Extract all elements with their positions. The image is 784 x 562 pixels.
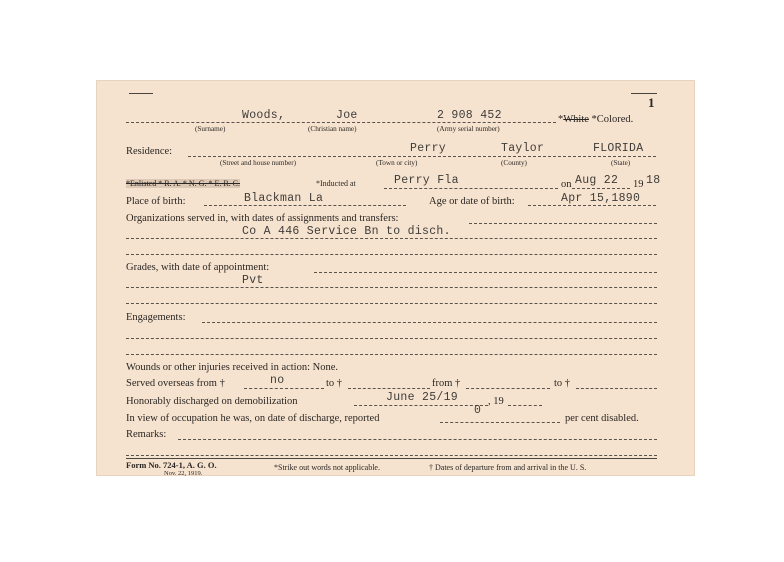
disability-line (440, 422, 560, 423)
caption-serial: (Army serial number) (437, 125, 500, 133)
birth-date-label: Age or date of birth: (429, 196, 515, 207)
discharge-line (354, 405, 488, 406)
footer-note-strike: *Strike out words not applicable. (274, 463, 380, 472)
birth-place-line (204, 205, 406, 206)
overseas-from2-label: from † (432, 378, 461, 389)
top-right-rule (631, 93, 657, 94)
inducted-date: Aug 22 (575, 174, 619, 187)
caption-state: (State) (611, 159, 631, 167)
race-separator: * (588, 114, 597, 125)
residence-state: FLORIDA (593, 142, 644, 155)
footer-note-dates: † Dates of departure from and arrival in the U. S. (429, 463, 587, 472)
disability-value: 0 (474, 404, 482, 417)
discharge-date: June 25/19 (386, 391, 459, 404)
inducted-place-line (384, 188, 558, 189)
engagements-label: Engagements: (126, 312, 186, 323)
disability-label: In view of occupation he was, on date of discharge, reported (126, 413, 380, 424)
inducted-year: 18 (646, 174, 661, 187)
engagements-line-2 (126, 338, 657, 339)
overseas-from2-line (466, 388, 550, 389)
residence-town: Perry (410, 142, 447, 155)
overseas-to2-line (576, 388, 657, 389)
race-asterisk: * (558, 114, 564, 125)
inducted-year-prefix: 19 (633, 179, 644, 190)
birth-place-label: Place of birth: (126, 196, 186, 207)
residence-label: Residence: (126, 146, 173, 157)
overseas-to-label: to † (326, 378, 343, 389)
remarks-line-2 (126, 455, 657, 456)
birth-date-line (528, 205, 656, 206)
overseas-to2-label: to † (554, 378, 571, 389)
organizations-value: Co A 446 Service Bn to disch. (242, 225, 451, 238)
service-record-card (96, 80, 695, 476)
discharge-year-line (508, 405, 542, 406)
disability-suffix: per cent disabled. (565, 413, 639, 424)
wounds-label: Wounds or other injuries received in action: None. (126, 362, 339, 373)
residence-line (188, 156, 656, 157)
footer-form-date: Nov. 22, 1919. (164, 470, 203, 477)
inducted-date-line (572, 188, 630, 189)
engagements-line-1 (202, 322, 657, 323)
engagements-line-3 (126, 354, 657, 355)
race-white-struck: White (563, 114, 589, 125)
caption-town: (Town or city) (376, 159, 418, 167)
overseas-label: Served overseas from † (126, 378, 225, 389)
caption-street: (Street and house number) (220, 159, 297, 167)
discharge-year-suffix: , 19 (488, 396, 504, 407)
grades-label: Grades, with date of appointment: (126, 262, 270, 273)
birth-place: Blackman La (244, 192, 324, 205)
name-line (126, 122, 556, 123)
top-left-rule (129, 93, 153, 94)
caption-christian-name: (Christian name) (308, 125, 357, 133)
inducted-label: *Inducted at (316, 179, 356, 188)
overseas-to-line (348, 388, 430, 389)
enlisted-struck: *Enlisted * R. A. * N. G. * E. R. C. (126, 179, 241, 188)
grades-line-3 (126, 303, 657, 304)
footer-rule (126, 458, 657, 459)
birth-date: Apr 15,1890 (561, 192, 641, 205)
grades-line-1 (314, 272, 657, 273)
race-colored: Colored. (596, 114, 634, 125)
residence-county: Taylor (501, 142, 545, 155)
organizations-label: Organizations served in, with dates of assignments and transfers: (126, 213, 399, 224)
organizations-line-3 (126, 254, 657, 255)
organizations-line-1 (469, 223, 657, 224)
page-number: 1 (648, 95, 655, 110)
discharge-label: Honorably discharged on demobilization (126, 396, 298, 407)
race-marks (558, 114, 633, 126)
inducted-place: Perry Fla (394, 174, 459, 187)
remarks-line-1 (178, 439, 657, 440)
remarks-label: Remarks: (126, 429, 167, 440)
organizations-line-2 (126, 238, 657, 239)
footer-form-number: Form No. 724-1, A. G. O. (126, 460, 217, 470)
inducted-on-label: on (561, 179, 572, 190)
caption-county: (County) (501, 159, 527, 167)
serial-number-value: 2 908 452 (437, 109, 502, 122)
overseas-from-value: no (270, 374, 285, 387)
caption-surname: (Surname) (195, 125, 226, 133)
surname-value: Woods, (242, 109, 286, 122)
grades-value: Pvt (242, 274, 264, 287)
grades-line-2 (126, 287, 657, 288)
overseas-from-line (244, 388, 324, 389)
christian-name-value: Joe (336, 109, 358, 122)
